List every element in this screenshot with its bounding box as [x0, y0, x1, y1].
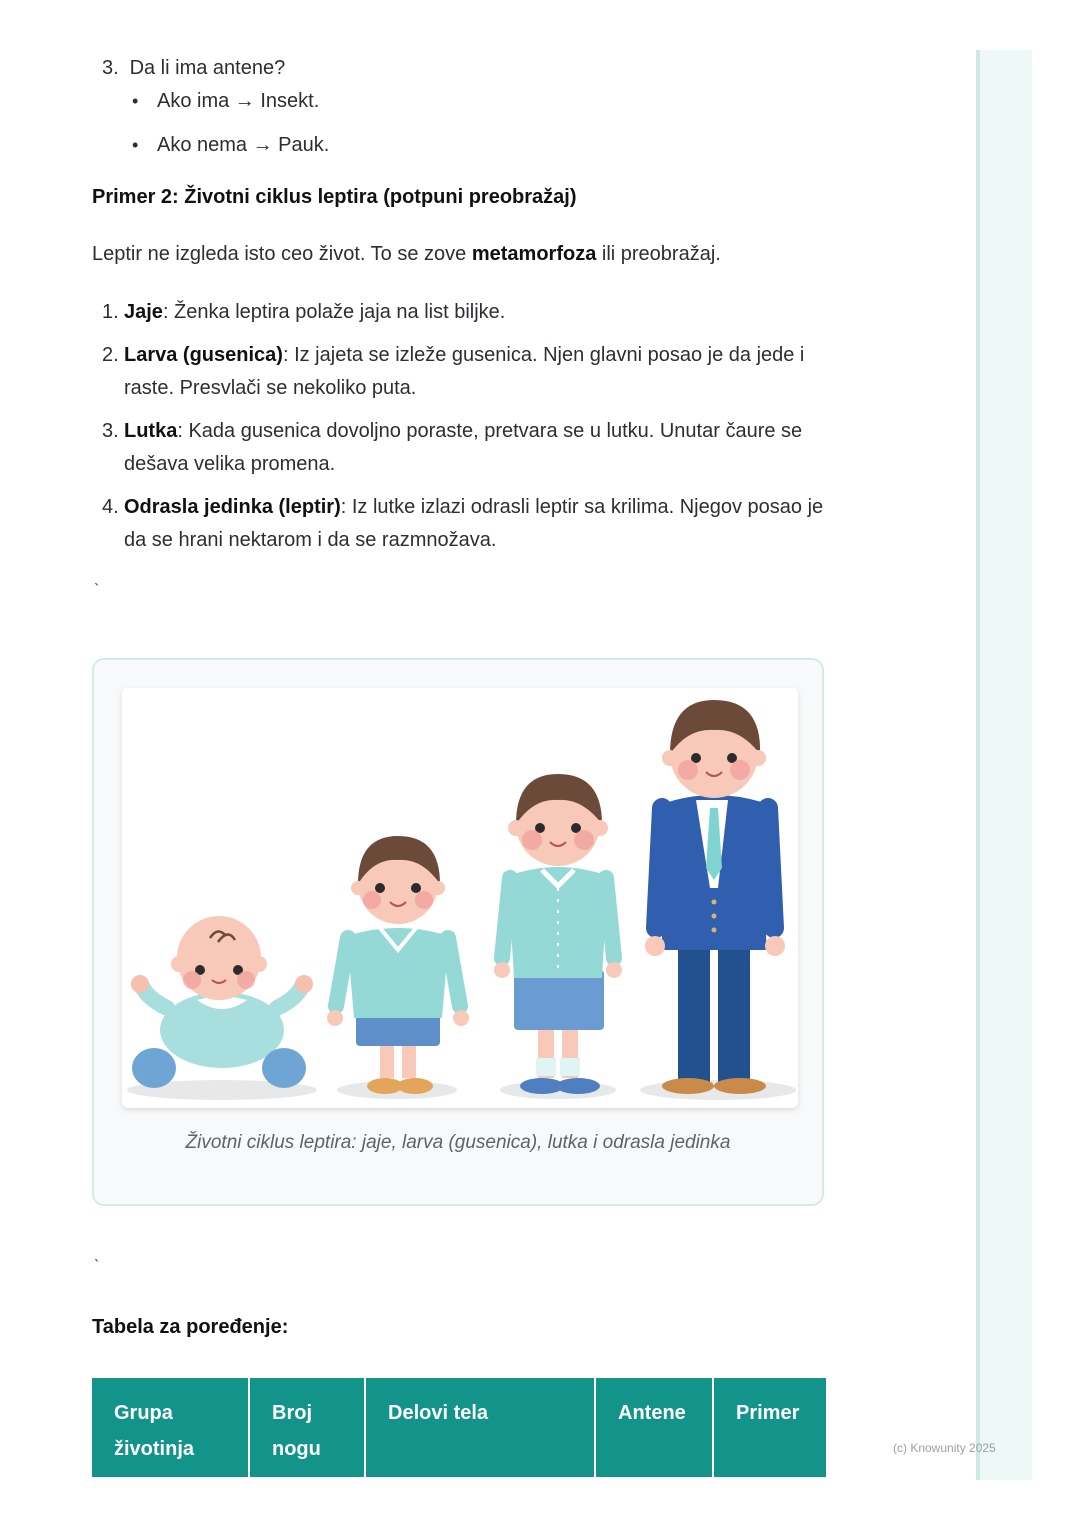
step-number: 1. [102, 301, 119, 323]
step-term: Lutka [124, 420, 178, 442]
side-panel [976, 50, 1032, 1480]
table-heading: Tabela za poređenje: [92, 1316, 289, 1338]
intro-text-end: ili preobražaj. [596, 243, 721, 265]
question-3 [102, 54, 285, 82]
adult-figure [645, 700, 785, 1094]
bullet-item [132, 131, 329, 159]
question-number: 3. [102, 57, 119, 79]
bullet-text: Ako ima → Insekt. [157, 90, 320, 112]
table-header-row [92, 1378, 826, 1477]
comparison-table [92, 1378, 826, 1477]
list-item [92, 339, 827, 405]
section-heading: Primer 2: Životni ciklus leptira (potpuni preobražaj) [92, 186, 577, 208]
step-text: : Kada gusenica dovoljno poraste, pretvara se u lutku. Unutar čaure se dešava velika promena. [124, 420, 803, 475]
list-item [92, 491, 827, 557]
child-figure [494, 774, 622, 1094]
step-term: Larva (gusenica) [124, 344, 283, 366]
intro-paragraph [92, 243, 721, 266]
toddler-figure [327, 836, 469, 1094]
baby-figure [131, 916, 313, 1088]
stray-mark: ` [94, 1258, 100, 1275]
column-header: Delovi tela [365, 1378, 595, 1477]
bullet-dot-icon: • [132, 91, 139, 111]
question-text: Da li ima antene? [129, 57, 286, 79]
lifecycle-steps [92, 296, 827, 567]
list-item [92, 415, 827, 481]
step-number: 3. [102, 420, 119, 442]
side-divider [976, 50, 980, 1480]
list-item [92, 296, 827, 329]
stray-mark: ` [94, 582, 100, 599]
step-term: Odrasla jedinka (leptir) [124, 496, 341, 518]
column-header: Grupa životinja [92, 1378, 249, 1477]
column-header: Broj nogu [249, 1378, 365, 1477]
step-number: 2. [102, 344, 119, 366]
bullet-dot-icon: • [132, 135, 139, 155]
bullet-text: Ako nema → Pauk. [157, 134, 330, 156]
intro-text: Leptir ne izgleda isto ceo život. To se zove [92, 243, 472, 265]
column-header: Antene [595, 1378, 713, 1477]
step-text: : Iz jajeta se izleže gusenica. Njen glavni posao je da jede i raste. Presvlači se nekoliko puta. [124, 344, 805, 399]
column-header: Primer [713, 1378, 826, 1477]
step-text: : Iz lutke izlazi odrasli leptir sa krilima. Njegov posao je da se hrani nektarom i da se razmnožava. [124, 496, 824, 551]
figure-caption: Životni ciklus leptira: jaje, larva (gusenica), lutka i odrasla jedinka [185, 1132, 731, 1153]
growth-illustration [122, 688, 798, 1108]
step-text: : Ženka leptira polaže jaja na list biljke. [162, 301, 506, 323]
figure-card [92, 658, 824, 1206]
step-term: Jaje [124, 301, 163, 323]
bullet-item [132, 87, 319, 115]
intro-bold-term: metamorfoza [471, 243, 597, 265]
copyright-notice: (c) Knowunity 2025 [893, 1441, 996, 1455]
growth-stages-image [122, 688, 798, 1108]
step-number: 4. [102, 496, 119, 518]
